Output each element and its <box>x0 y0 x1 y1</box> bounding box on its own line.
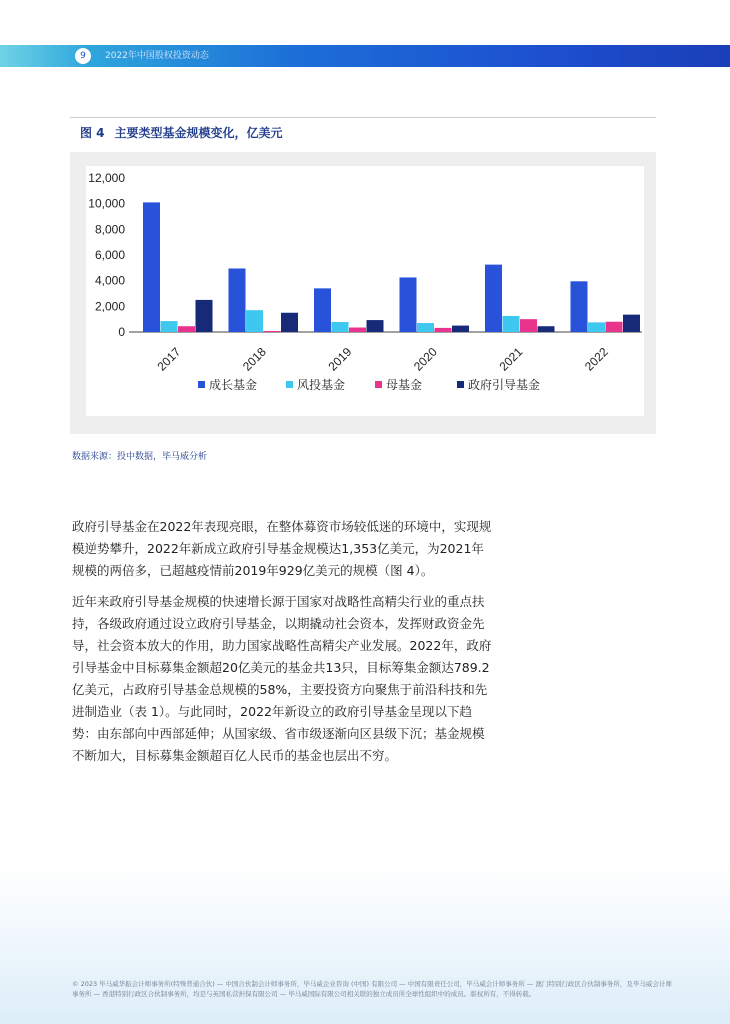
legend-label: 成长基金 <box>209 378 258 392</box>
page-number: 9 <box>75 48 91 64</box>
legend-swatch <box>198 381 205 388</box>
header-title: 2022年中国股权投资动态 <box>105 51 209 61</box>
bar-2019-1 <box>332 322 349 332</box>
legend-swatch <box>375 381 382 388</box>
x-tick-label: 2021 <box>496 344 526 374</box>
bar-2020-2 <box>435 328 452 332</box>
x-tick-label: 2019 <box>325 344 355 374</box>
bar-2019-3 <box>367 320 384 332</box>
y-tick-label: 8,000 <box>94 222 125 237</box>
bar-2021-0 <box>485 265 502 332</box>
bar-2019-0 <box>314 288 331 332</box>
legend-swatch <box>286 381 293 388</box>
bar-2019-2 <box>349 328 366 332</box>
y-tick-label: 0 <box>118 325 125 339</box>
bar-2022-0 <box>571 281 588 332</box>
y-tick-label: 12,000 <box>88 171 125 185</box>
bar-2017-3 <box>196 300 213 332</box>
figure-title-text: 主要类型基金规模变化，亿美元 <box>114 126 283 140</box>
bar-2020-0 <box>400 277 417 332</box>
bar-2018-2 <box>264 331 281 332</box>
x-tick-label: 2018 <box>240 344 269 374</box>
figure-title <box>80 124 283 141</box>
bar-2018-0 <box>229 268 246 332</box>
x-tick-label: 2020 <box>411 344 440 374</box>
figure-top-rule <box>70 117 656 118</box>
y-tick-label: 4,000 <box>94 273 125 288</box>
bar-2018-3 <box>281 313 298 332</box>
bar-2020-3 <box>452 326 469 332</box>
bar-chart <box>86 166 644 416</box>
bar-2017-2 <box>178 326 195 332</box>
legend-label: 风投基金 <box>297 378 346 392</box>
bar-2017-0 <box>143 202 160 332</box>
bar-2022-2 <box>606 322 623 332</box>
paragraph-2: 近年来政府引导基金规模的快速增长源于国家对战略性高精尖行业的重点扶持，各级政府通过设立政府引导基金，以期撬动社会资本，发挥财政资金先导，社会资本放大的作用，助力国家战略性高精尖产业发展。2022年，政府引导基金中目标募集金额超20亿美元的基金共13只，目标筹集金额达789.2亿美元，占政府引导基金总规模的58%，主要投资方向聚焦于前沿科技和先进制造业（表 1）。与此同时，2022年新设立的政府引导基金呈现以下趋势：由东部向中西部延伸；从国家级、省市级逐渐向区县级下沉；基金规模不断加大，目标募集金额超百亿人民币的基金也层出不穷。 <box>72 594 492 763</box>
bar-2021-3 <box>538 326 555 332</box>
bar-2018-1 <box>246 310 263 332</box>
bar-2021-1 <box>503 316 520 332</box>
legend-label: 政府引导基金 <box>468 378 541 392</box>
legend-label: 母基金 <box>386 378 423 392</box>
bar-2020-1 <box>417 323 434 332</box>
legend-swatch <box>457 381 464 388</box>
footer-wave-decoration <box>0 860 730 1024</box>
figure-label: 图 4 <box>80 126 105 140</box>
bar-2022-1 <box>588 322 605 332</box>
bar-2022-3 <box>623 315 640 332</box>
y-tick-label: 10,000 <box>88 196 125 211</box>
paragraph-1: 政府引导基金在2022年表现亮眼，在整体募资市场较低迷的环境中，实现规模逆势攀升，2022年新成立政府引导基金规模达1,353亿美元，为2021年规模的两倍多，已超越疫情前2019年929亿美元的规模（图 4）。 <box>72 519 492 578</box>
y-tick-label: 2,000 <box>94 299 125 314</box>
bar-2017-1 <box>161 321 178 332</box>
bar-2021-2 <box>520 319 537 332</box>
footer-copyright: © 2023 毕马威华振会计师事务所(特殊普通合伙) — 中国合伙制会计师事务所，毕马威企业咨询 (中国) 有限公司 — 中国有限责任公司，毕马威会计师事务所 — 澳门特别行政区合伙制事务所，及毕马威会计师事务所 — 香港特别行政区合伙制事务所，均是与英国私营担保有限公司 — 毕马威国际有限公司相关联的独立成员所全球性组织中的成员。版权所有，不得转载。 <box>72 980 672 998</box>
y-tick-label: 6,000 <box>94 248 125 262</box>
x-tick-label: 2017 <box>154 344 184 374</box>
x-tick-label: 2022 <box>582 344 611 374</box>
data-source: 数据来源：投中数据，毕马威分析 <box>72 452 208 462</box>
